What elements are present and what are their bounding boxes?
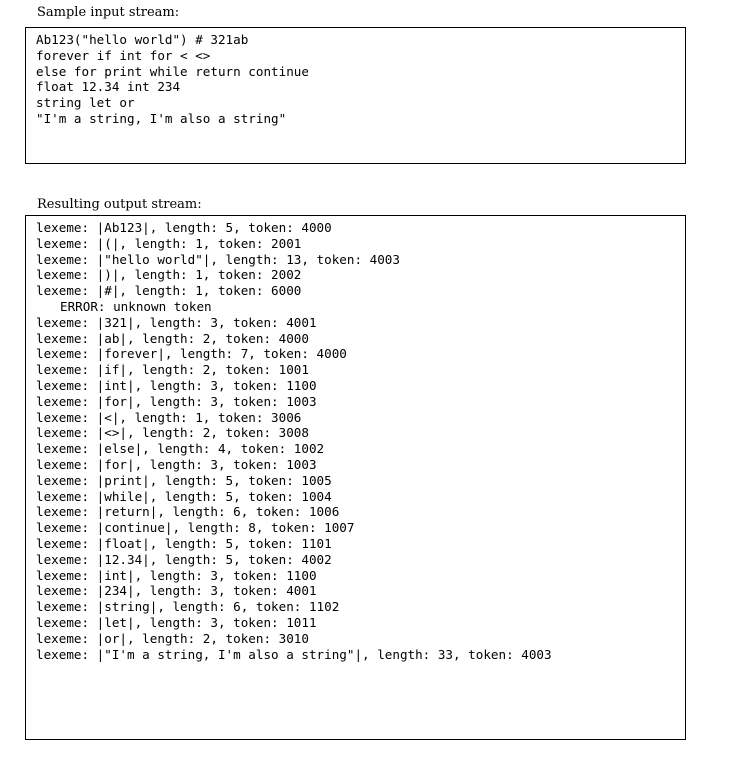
output-line: lexeme: |234|, length: 3, token: 4001 — [36, 583, 317, 599]
error-line: ERROR: unknown token — [60, 298, 212, 314]
output-stream-caption: Resulting output stream: — [37, 197, 202, 212]
input-line: Ab123("hello world") # 321ab — [36, 32, 249, 47]
output-line: lexeme: |"hello world"|, length: 13, token: 4003 — [36, 251, 400, 267]
input-stream-caption: Sample input stream: — [37, 5, 180, 20]
output-line: lexeme: |12.34|, length: 5, token: 4002 — [36, 551, 332, 567]
output-stream-box — [25, 215, 686, 740]
output-line: lexeme: |ab|, length: 2, token: 4000 — [36, 330, 309, 346]
output-line: lexeme: |while|, length: 5, token: 1004 — [36, 488, 332, 504]
input-line: "I'm a string, I'm also a string" — [36, 110, 287, 126]
input-line: forever if int for < <> — [36, 47, 211, 63]
output-line: lexeme: |float|, length: 5, token: 1101 — [36, 535, 332, 551]
output-line: lexeme: |(|, length: 1, token: 2001 — [36, 235, 302, 251]
output-line: lexeme: |for|, length: 3, token: 1003 — [36, 456, 317, 472]
output-line: lexeme: |Ab123|, length: 5, token: 4000 — [36, 220, 332, 235]
output-line: lexeme: |print|, length: 5, token: 1005 — [36, 472, 332, 488]
input-line: string let or — [36, 95, 135, 111]
input-line: else for print while return continue — [36, 63, 309, 79]
output-line: lexeme: |return|, length: 6, token: 1006 — [36, 504, 340, 520]
output-line: lexeme: |int|, length: 3, token: 1100 — [36, 377, 317, 393]
output-line: lexeme: |321|, length: 3, token: 4001 — [36, 314, 317, 330]
output-line: lexeme: |<>|, length: 2, token: 3008 — [36, 425, 309, 441]
output-line: lexeme: |if|, length: 2, token: 1001 — [36, 362, 309, 378]
output-line: lexeme: |)|, length: 1, token: 2002 — [36, 267, 302, 283]
output-line: lexeme: |else|, length: 4, token: 1002 — [36, 441, 325, 457]
output-line: lexeme: |#|, length: 1, token: 6000 — [36, 283, 302, 299]
output-line: lexeme: |continue|, length: 8, token: 1007 — [36, 520, 355, 536]
input-stream-box — [25, 27, 686, 164]
output-line: lexeme: |string|, length: 6, token: 1102 — [36, 599, 340, 615]
output-line: lexeme: |<|, length: 1, token: 3006 — [36, 409, 302, 425]
output-line: lexeme: |for|, length: 3, token: 1003 — [36, 393, 317, 409]
output-line: lexeme: |forever|, length: 7, token: 4000 — [36, 346, 347, 362]
output-line: lexeme: |"I'm a string, I'm also a string"|, length: 33, token: 4003 — [36, 646, 552, 662]
output-line: lexeme: |int|, length: 3, token: 1100 — [36, 567, 317, 583]
output-line: lexeme: |or|, length: 2, token: 3010 — [36, 630, 309, 646]
input-line: float 12.34 int 234 — [36, 79, 181, 95]
output-line: lexeme: |let|, length: 3, token: 1011 — [36, 614, 317, 630]
